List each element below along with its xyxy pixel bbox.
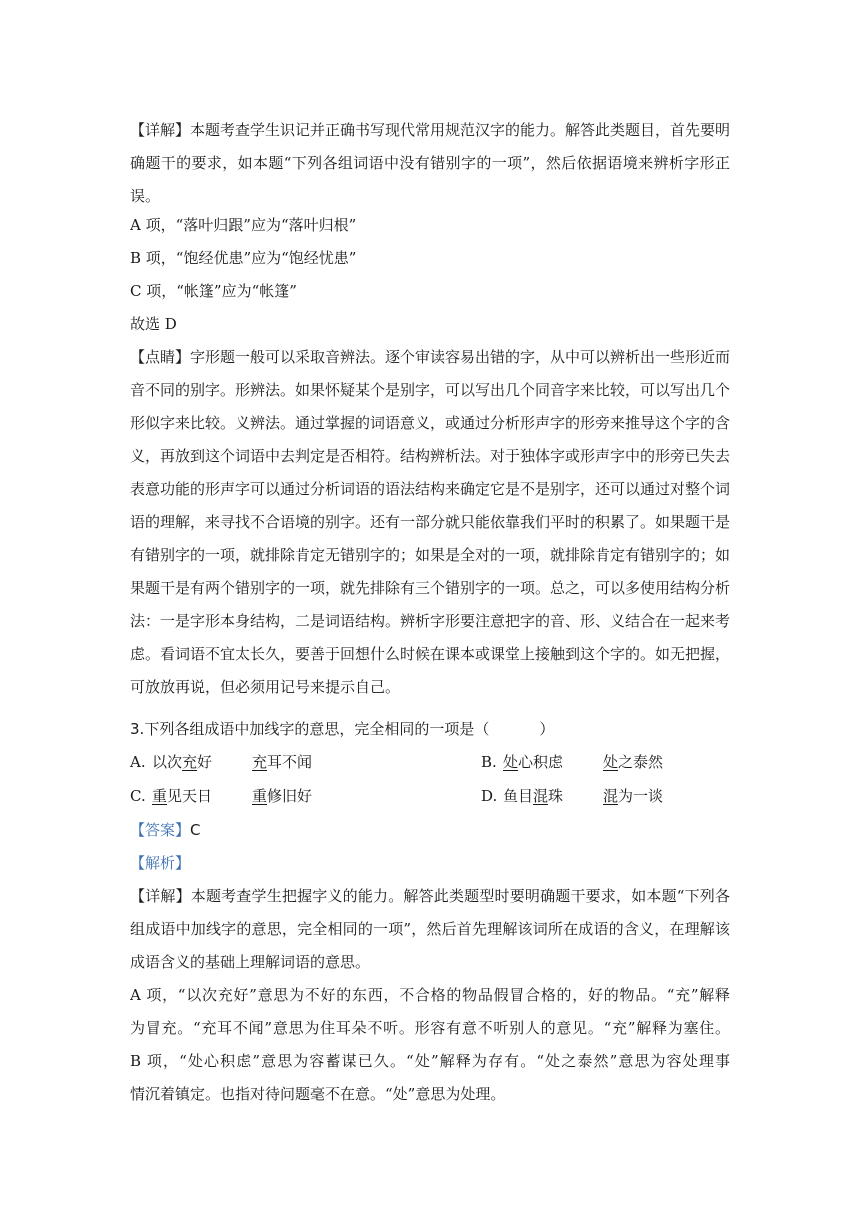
answer-label: 【答案】 — [130, 821, 191, 839]
answer-c: C 项，“帐篷”应为“帐篷” — [130, 282, 297, 300]
option-word-1-post: 心积虑 — [518, 753, 564, 771]
detail-1-line-1: 【详解】本题考查学生识记并正确书写现代常用规范汉字的能力。解答此类题目，首先要明 — [130, 121, 730, 139]
tip-line-6: 语的理解，来寻找不合语境的别字。还有一部分就只能依靠我们平时的积累了。如果题干是 — [130, 513, 730, 531]
option-word-2-underlined: 混 — [603, 787, 619, 805]
option-letter: C. — [130, 787, 146, 805]
option-word-2 — [603, 780, 663, 813]
detail-1-line-3: 误。 — [130, 187, 161, 205]
answer-b: B 项，“饱经优患”应为“饱经忧患” — [130, 249, 357, 267]
detail-2-line-4: A 项，“以次充好”意思为不好的东西，不合格的物品假冒合格的，好的物品。“充”解释 — [130, 986, 730, 1004]
option-word-2-post: 之泰然 — [618, 753, 664, 771]
answer-row — [130, 814, 730, 847]
option-word-1-pre: 以次 — [152, 753, 183, 771]
analysis-label: 【解析】 — [130, 854, 191, 872]
question-3-stem — [130, 713, 730, 746]
tip-line-11: 可放放再说，但必须用记号来提示自己。 — [130, 678, 401, 696]
answer-value: C — [190, 821, 201, 839]
detail-2-line-5: 为冒充。“充耳不闻”意思为住耳朵不听。形容有意不听别人的意见。“充”解释为塞住。 — [130, 1019, 730, 1037]
tip-line-1: 【点睛】字形题一般可以采取音辨法。逐个审读容易出错的字，从中可以辨析出一些形近而 — [130, 348, 730, 366]
option-b — [481, 746, 664, 779]
option-word-2-post: 为一谈 — [618, 787, 664, 805]
question-number: 3. — [130, 720, 145, 738]
answer-a: A 项，“落叶归跟”应为“落叶归根” — [130, 216, 357, 234]
option-word-2-post: 耳不闻 — [267, 753, 313, 771]
detail-2-line-3: 成语含义的基础上理解词语的意思。 — [130, 953, 371, 971]
option-word-2-underlined: 充 — [252, 753, 268, 771]
tip-line-8: 果题干是有两个错别字的一项，就先排除有三个错别字的一项。总之，可以多使用结构分析 — [130, 579, 730, 597]
option-word-1-underlined: 充 — [182, 753, 198, 771]
detail-2-line-2: 组成语中加线字的意思，完全相同的一项”，然后首先理解该词所在成语的含义，在理解该 — [130, 920, 730, 938]
option-word-1-underlined: 处 — [503, 753, 519, 771]
detail-2-line-6: B 项，“处心积虑”意思为容蓄谋已久。“处”解释为存有。“处之泰然”意思为容处理事 — [130, 1052, 730, 1070]
option-word-1-post: 珠 — [548, 787, 564, 805]
option-word-2-underlined: 处 — [603, 753, 619, 771]
question-stem-end: ） — [539, 720, 555, 738]
tip-line-2: 音不同的别字。形辨法。如果怀疑某个是别字，可以写出几个同音字来比较，可以写出几个 — [130, 381, 730, 399]
detail-1-line-2: 确题干的要求，如本题“下列各组词语中没有错别字的一项”，然后依据语境来辨析字形正 — [130, 154, 730, 172]
option-word-1-underlined: 重 — [152, 787, 168, 805]
option-letter: B. — [481, 753, 497, 771]
option-word-1-underlined: 混 — [533, 787, 549, 805]
tip-line-4: 义，再放到这个词语中去判定是否相符。结构辨析法。对于独体字或形声字中的形旁已失去 — [130, 447, 730, 465]
option-letter: D. — [481, 787, 498, 805]
tip-line-5: 表意功能的形声字可以通过分析词语的语法结构来确定它是不是别字，还可以通过对整个词 — [130, 480, 730, 498]
option-word-2 — [603, 746, 663, 779]
question-stem-text: 下列各组成语中加线字的意思，完全相同的一项是（ — [144, 720, 490, 738]
option-word-1-post: 好 — [197, 753, 213, 771]
option-word-1-pre: 鱼目 — [503, 787, 534, 805]
option-a — [130, 746, 313, 779]
detail-2-line-7: 情沉着镇定。也指对待问题毫不在意。“处”意思为处理。 — [130, 1085, 506, 1103]
tip-line-9: 法：一是字形本身结构，二是词语结构。辨析字形要注意把字的音、形、义结合在一起来考 — [130, 612, 730, 630]
tip-line-3: 形似字来比较。义辨法。通过掌握的词语意义，或通过分析形声字的形旁来推导这个字的含 — [130, 414, 730, 432]
tip-line-10: 虑。看词语不宜太长久，要善于回想什么时候在课本或课堂上接触到这个字的。如无把握， — [130, 645, 730, 663]
option-letter: A. — [130, 753, 146, 771]
option-word-2 — [252, 780, 312, 813]
tip-line-7: 有错别字的一项，就排除肯定无错别字的；如果是全对的一项，就排除肯定有错别字的；如 — [130, 546, 730, 564]
option-word-2-post: 修旧好 — [267, 787, 313, 805]
detail-2-line-1: 【详解】本题考查学生把握字义的能力。解答此类题型时要明确题干要求，如本题“下列各 — [130, 887, 730, 905]
answer-final: 故选 D — [130, 315, 177, 333]
option-word-2-underlined: 重 — [252, 787, 268, 805]
option-c — [130, 780, 313, 813]
option-word-2 — [252, 746, 312, 779]
option-word-1-post: 见天日 — [167, 787, 213, 805]
option-d — [481, 780, 664, 813]
